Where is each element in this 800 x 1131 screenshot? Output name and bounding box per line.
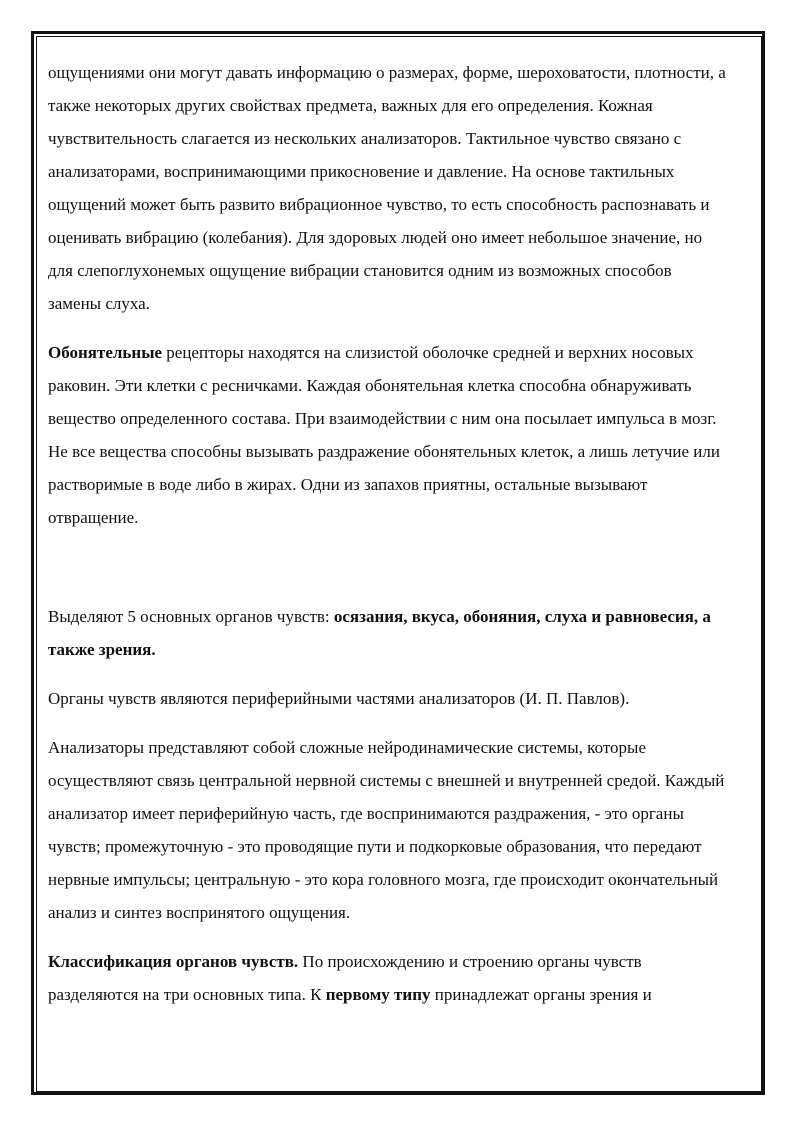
olfactory-heading: Обонятельные (48, 343, 163, 362)
paragraph-five-senses (48, 600, 728, 666)
first-type-label: первому типу (325, 985, 431, 1004)
classification-text-1: По происхождению и строению органы чувств разделяются на три основных типа. К (48, 952, 642, 1004)
paragraph-analyzers: Анализаторы представляют собой сложные нейродинамические системы, которые осуществляют связь центральной нервной системы с внешней и внутренней средой. Каждый анализатор имеет периферийную часть, где воспринимаются раздражения, - это органы чувств; промежуточную - это проводящие пути и подкорковые образования, что передают нервные импульсы; центральную - это кора головного мозга, где происходит окончательный анализ и синтез воспринятого ощущения. (48, 738, 725, 922)
paragraph-sense-organs: Органы чувств являются периферийными частями анализаторов (И. П. Павлов). (48, 689, 630, 708)
five-senses-list: осязания, вкуса, обоняния, слуха и равновесия, а также зрения. (48, 607, 711, 659)
five-senses-intro: Выделяют 5 основных органов чувств: (48, 607, 334, 626)
classification-heading: Классификация органов чувств. (48, 952, 299, 971)
paragraph-skin-sensitivity: ощущениями они могут давать информацию о размерах, форме, шероховатости, плотности, а также некоторых других свойствах предмета, важных для его определения. Кожная чувствительность слагается из нескольких анализаторов. Тактильное чувство связано с анализаторами, воспринимающими прикосновение и давление. На основе тактильных ощущений может быть развито вибрационное чувство, то есть способность распознавать и оценивать вибрацию (колебания). Для здоровых людей оно имеет небольшое значение, но для слепоглухонемых ощущение вибрации становится одним из возможных способов замены слуха. (48, 63, 726, 313)
paragraph-classification (48, 945, 728, 1011)
classification-text-2: принадлежат органы зрения и (430, 985, 652, 1004)
paragraph-olfactory (48, 336, 728, 534)
olfactory-text: рецепторы находятся на слизистой оболочке средней и верхних носовых раковин. Эти клетки с ресничками. Каждая обонятельная клетка способна обнаруживать вещество определенного состава. При взаимодействии с ним она посылает импульса в мозг. Не все вещества способны вызывать раздражение обонятельных клеток, а лишь летучие или растворимые в воде либо в жирах. Одни из запахов приятны, остальные вызывают отвращение. (48, 343, 720, 527)
document-body (48, 56, 728, 1027)
